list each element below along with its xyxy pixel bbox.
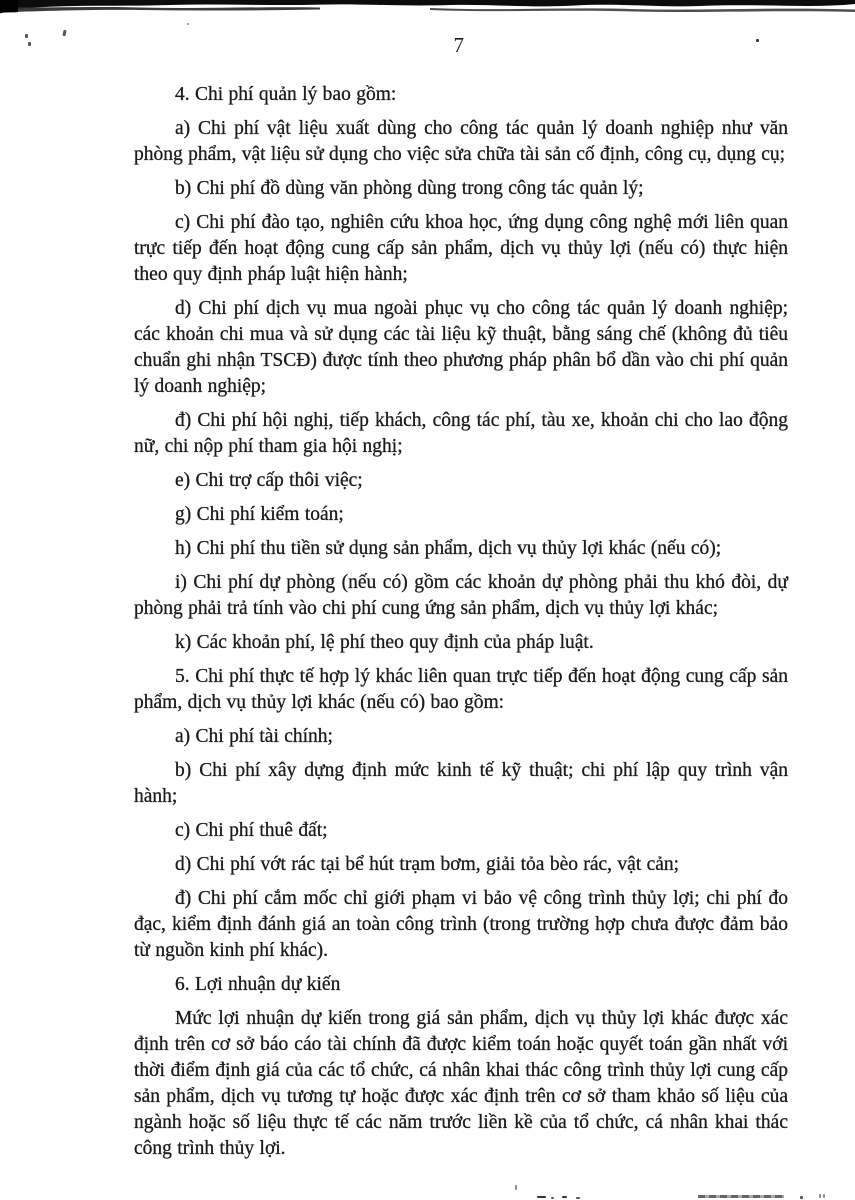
scan-speck <box>537 1196 546 1198</box>
paragraph-4i: i) Chi phí dự phòng (nếu có) gồm các khoản dự phòng phải thu khó đòi, dự phòng phải trả tính vào chi phí cung ứng sản phẩm, dịch vụ thủy lợi khác; <box>134 572 788 619</box>
scan-edge-artifact-top <box>0 0 855 16</box>
scan-speck <box>187 23 189 25</box>
paragraph-4a: a) Chi phí vật liệu xuất dùng cho công tác quản lý doanh nghiệp như văn phòng phẩm, vật liệu sử dụng cho việc sửa chữa tài sản cố định, công cụ, dụng cụ; <box>134 118 788 165</box>
scan-speck <box>551 1197 554 1199</box>
paragraph-4-heading: 4. Chi phí quản lý bao gồm: <box>175 84 397 105</box>
scan-speck <box>25 34 28 38</box>
paragraph-4d: d) Chi phí dịch vụ mua ngoài phục vụ cho công tác quản lý doanh nghiệp; các khoản chi mua và sử dụng các tài liệu kỹ thuật, bằng sáng chế (không đủ tiêu chuẩn ghi nhận TSCĐ) được tính theo phương pháp phân bổ dần vào chi phí quản lý doanh nghiệp; <box>134 298 788 397</box>
paragraph-4e: e) Chi trợ cấp thôi việc; <box>175 470 363 491</box>
scan-speck <box>515 1185 517 1190</box>
scan-edge-artifact-bottom <box>698 1195 784 1198</box>
scan-speck <box>800 1196 803 1199</box>
paragraph-4c: c) Chi phí đào tạo, nghiên cứu khoa học, ứng dụng công nghệ mới liên quan trực tiếp đến hoạt động cung cấp sản phẩm, dịch vụ thủy lợi (nếu có) thực hiện theo quy định pháp luật hiện hành; <box>134 212 788 285</box>
scan-speck <box>28 42 31 46</box>
scan-speck <box>562 1196 567 1198</box>
paragraph-5c: c) Chi phí thuê đất; <box>175 820 328 841</box>
paragraph-5-heading: 5. Chi phí thực tế hợp lý khác liên quan trực tiếp đến hoạt động cung cấp sản phẩm, dịch vụ thủy lợi khác (nếu có) bao gồm: <box>134 666 788 713</box>
paragraph-6-heading: 6. Lợi nhuận dự kiến <box>175 974 341 995</box>
paragraph-4b: b) Chi phí đồ dùng văn phòng dùng trong công tác quản lý; <box>175 178 644 199</box>
scan-speck <box>823 1194 825 1198</box>
paragraph-4k: k) Các khoản phí, lệ phí theo quy định của pháp luật. <box>175 632 594 653</box>
scan-speck <box>62 30 66 36</box>
paragraph-5a: a) Chi phí tài chính; <box>175 726 333 747</box>
paragraph-4g: g) Chi phí kiểm toán; <box>175 504 344 525</box>
page-number: 7 <box>453 33 465 57</box>
paragraph-4dd: đ) Chi phí hội nghị, tiếp khách, công tác phí, tàu xe, khoản chi cho lao động nữ, chi nộp phí tham gia hội nghị; <box>134 410 788 457</box>
scan-speck <box>819 1194 821 1198</box>
paragraph-5b: b) Chi phí xây dựng định mức kinh tế kỹ thuật; chi phí lập quy trình vận hành; <box>134 760 788 807</box>
paragraph-5dd: đ) Chi phí cắm mốc chỉ giới phạm vi bảo vệ công trình thủy lợi; chi phí đo đạc, kiểm định đánh giá an toàn công trình (trong trường hợp chưa được đảm bảo từ nguồn kinh phí khác). <box>134 888 788 961</box>
paragraph-5d: d) Chi phí vớt rác tại bể hút trạm bơm, giải tỏa bèo rác, vật cản; <box>175 854 680 875</box>
paragraph-6-body: Mức lợi nhuận dự kiến trong giá sản phẩm, dịch vụ thủy lợi khác được xác định trên cơ sở báo cáo tài chính đã được kiểm toán hoặc quyết toán gần nhất với thời điểm định giá của các tổ chức, cá nhân khai thác công trình thủy lợi cung cấp sản phẩm, dịch vụ tương tự hoặc được xác định trên cơ sở tham khảo số liệu của ngành hoặc số liệu thực tế các năm trước liền kề của tổ chức, cá nhân khai thác công trình thủy lợi. <box>134 1008 788 1159</box>
scan-speck <box>576 1197 580 1199</box>
document-body <box>134 82 788 1170</box>
paragraph-4h: h) Chi phí thu tiền sử dụng sản phẩm, dịch vụ thủy lợi khác (nếu có); <box>175 538 722 559</box>
